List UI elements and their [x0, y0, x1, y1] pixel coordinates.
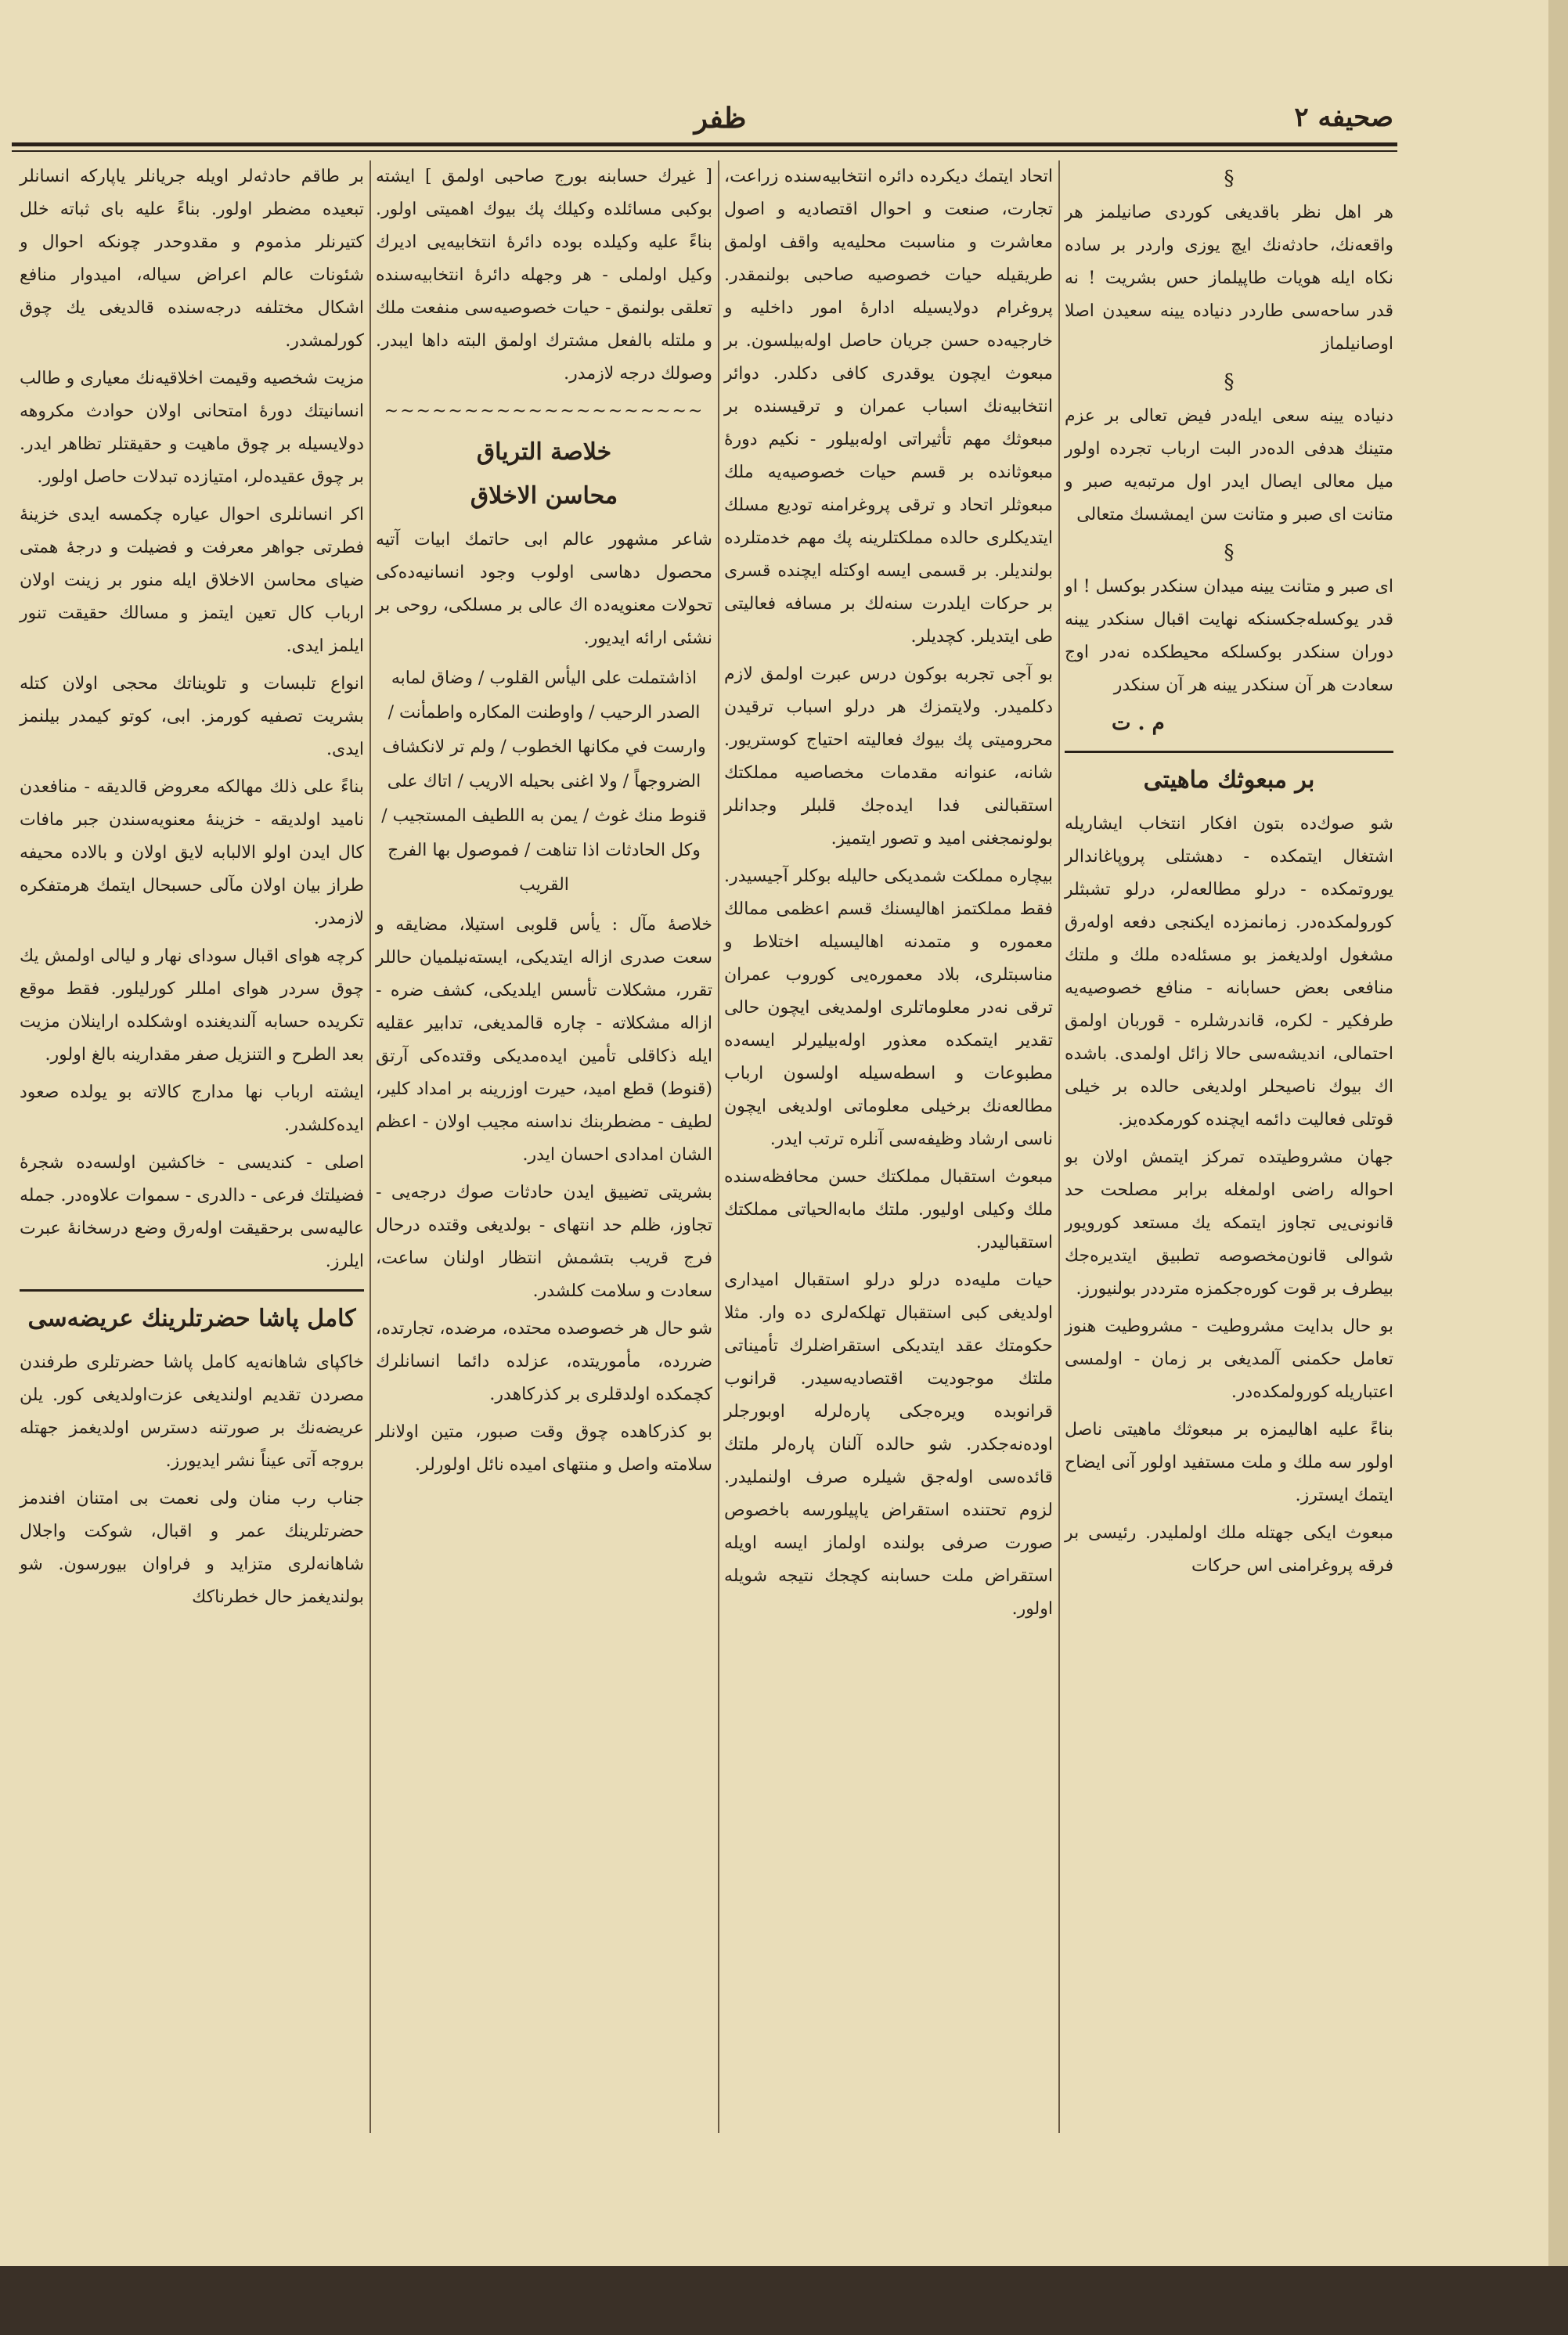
article-paragraph: بو آجی تجربه بوکون درس عبرت اولمق لازم دکلمیدر. ولایتمزك هر درلو اسباب ترقیدن محرومیتی پك بیوك فعالیته احتیاج کوستریور. شانه، عنوانه مقدمات مخصاصیه مملکتك استقبالنی فدا ایده‌جك قلبلر وجدانلر بولونمجغنی امید و تصور ایتمیز.: [724, 665, 1053, 849]
article-title: کامل پاشا حضرتلرینك عریضه‌سی: [27, 1305, 356, 1332]
article-paragraph: بناءً على ذلك مهالکه معروض قالدیقه - منافعدن نامید اولدیقه - خزینهٔ معنویه‌سندن جبر مافات کال ایدن اولو الالبابه لایق اولان و بالاده محیفه طراز بیان اولان مآلی حسبحال ایتمك هرمتفکره لازمدر.: [20, 777, 364, 928]
article-paragraph: شو حال هر خصوصده محتده، مرضده، تجارتده، ضررده، مأموریتده، عزلده دائما انسانلرك کچمکده اولدقلری بر کذرکاهدر.: [376, 1319, 712, 1404]
section-divider: [20, 1289, 364, 1292]
poem-stanza-1: هر اهل نظر باقدیغی کوردی صانیلمز هر واقعه‌نك، حادثه‌نك ایچ یوزی واردر بر ساده نکاه ایله هویات طاپیلماز حس بشریت ! نه قدر ساحه‌سی طاردر دنیاده یینه سعیدن اصلا اوصانیلماز: [1065, 203, 1393, 354]
article-paragraph: انواع تلبسات و تلویناتك محجی اولان کتله بشریت تصفیه کورمز. ابی، کوتو کیمدر بیلنمز ایدی.: [20, 674, 364, 759]
article-paragraph: خلاصهٔ مآل : یأس قلوبی استیلا، مضایقه و سعت صدری ازاله ایتدیکی، ایسته‌نیلمیان حاللر تقرر، مشکلات تأسس ایلدیکی، کشف ضره - ازاله مشکلاته - چاره قالمدیغی، تدابیر عقلیه ایله ذکاقلی تأمین ایده‌مدیکی وقتده‌کی آرتق (قنوط) قطع امید، حیرت اوزرینه بر امداد کلیر، لطیف - مضطربنك نداسنه مجیب اولان - اعظم الشان امدادی احسان ایدر.: [376, 915, 712, 1165]
poem-stanza-2: دنیاده یینه سعی ایله‌در فیض تعالی بر عزم متینك هدفی الده‌در البت ارباب تجرده اولور میل معالی ایصال ایدر اول مرتبه‌یه صبر و متانت ای صبر و متانت سن ایمشسك متعالی: [1065, 406, 1393, 524]
ornamental-rule: ~~~~~~~~~~~~~~~~~~~~: [384, 402, 705, 421]
section-subtitle: محاسن الاخلاق: [470, 482, 618, 510]
column-1: [1065, 160, 1393, 2141]
article-paragraph: بو کذرکاهده چوق وقت صبور، متین اولانلر سلامته واصل و منتهای امیده نائل اولورلر.: [376, 1422, 712, 1475]
arabic-poem: اذاشتملت على اليأس القلوب / وضاق لمابه الصدر الرحيب / واوطنت المكاره واطمأنت / وارست في مكانها الخطوب / ولم تر لانكشاف الضروجهاً / ولا اغنى بحيله الاريب / اتاك على قنوط منك غوث / يمن به اللطيف المستجيب / وكل الحادثات اذا تناهت / فموصول بها الفرج القريب: [381, 668, 707, 895]
column-4: [20, 160, 364, 2141]
article-paragraph: مزیت شخصیه وقیمت اخلاقیه‌نك معیاری و طالب انسانیتك دورهٔ امتحانی اولان حوادث مکروهه دولایسیله بر چوق ماهیت و حقیقتلر تظاهر ایدر. بر چوق عقیده‌لر، امتیازده تبدلات حاصل اولور.: [20, 369, 364, 487]
column-2: [724, 160, 1053, 2141]
page-number-label: صحیفه ۲: [1294, 102, 1393, 133]
article-paragraph: حیات ملیه‌ده درلو درلو استقبال امیداری اولدیغی کبی استقبال تهلکه‌لری ده وار. مثلا حکومتك عقد ایتدیکی استقراضلرك تأمیناتی ملتك موجودیت اقتصادیه‌سیدر. قرانوب قرانوبده ویره‌جکی پاره‌لرله اوبورجلر اوده‌نه‌جکدر. شو حالده آلنان پاره‌لر ملتك قائده‌سی اوله‌جق شیلره صرف اولنملیدر. لزوم تحتنده استقراض یاپیلورسه باخصوص صورت صرفی بولنده اولماز ایسه اویله استقراض ملت حسابنه کچجك نتیجه شویله اولور.: [724, 1270, 1053, 1619]
article-title: بر مبعوثك ماهیتی: [1143, 766, 1315, 794]
article-paragraph: بر طاقم حادثه‌لر اویله جریانلر یاپارکه انسانلر تبعیده مضطر اولور. بناءً علیه بای ثباته خلل کتیرنلر مذموم و مقدوحدر چونکه احوال و شئونات عالم اعراض سیاله، امیدوار منافع اشکال مختلفه درجه‌سنده قالدیغی یك چوق کورلمشدر.: [20, 167, 364, 351]
page-header: [16, 102, 1393, 141]
article-paragraph: بناءً علیه اهالیمزه بر مبعوثك ماهیتی ناصل اولور سه ملك و ملت مستفید اولور آنی ایضاح ایتمك ایسترز.: [1065, 1420, 1393, 1505]
article-paragraph: [ غیرك حسابنه بورج صاحبی اولمق ] ایشته بوکبی مسائلده وکیلك پك بیوك اهمیتی اولور. بناءً علیه وکیلده بوده دائرهٔ انتخابیه‌یی ادیرك وکیل اولملی - هر وجهله دائرهٔ انتخابیه‌سنده تعلقی بولنمق - حیات خصوصیه‌سی منفعت ملك و ملتله بالفعل مشترك اولمق البته داها ایبدر. وصولك درجه لازمدر.: [376, 167, 712, 384]
article-paragraph: کرچه هوای اقبال سودای نهار و لیالی اولمش یك چوق سردر هوای امللر کورلیلور. فقط موقع تکریده حسابه آلندیغنده اوشکلده اراینلان مزیت بعد الطرح و التنزیل صفر مقدارینه بالغ اولور.: [20, 946, 364, 1065]
article-paragraph: جناب رب منان ولی نعمت بی امتنان افندمز حضرتلرینك عمر و اقبال، شوکت واجلال شاهانه‌لری متزاید و فراوان بیورسون. شو بولندیغمز حال خطرناکك: [20, 1489, 364, 1607]
section-mark: §: [1224, 370, 1235, 394]
article-paragraph: ایشته ارباب نها مدارج کالاته بو یولده صعود ایده‌کلشدر.: [20, 1083, 364, 1135]
article-paragraph: بشریتی تضییق ایدن حادثات صوك درجه‌یی - تجاوز، ظلم حد انتهای - بولدیغی وقتده درحال فرج قریب بتشمش انتظار اولنان ساعت، سعادت و سلامت کلشدر.: [376, 1183, 712, 1301]
article-paragraph: اصلی - کندیسی - خاکشین اولسه‌ده شجرهٔ فضیلتك فرعی - دالدری - سموات علاوه‌در. جمله عالیه‌سی برحقیقت اوله‌رق وضع درسخانهٔ عبرت ایلرز.: [20, 1153, 364, 1271]
article-paragraph: جهان مشروطیتده تمرکز ایتمش اولان بو احواله راضی اولمغله برابر مصلحت حد قانونی‌یی تجاوز ایتمکه یك مستعد کورویور شوالی قانون‌مخصوصه تطبیق ایتدیره‌جك بیطرف بر قوت کوره‌جکمزه مترددر بولنیورز.: [1065, 1148, 1393, 1299]
section-divider: [1065, 751, 1393, 753]
article-paragraph: اتحاد ایتمك دیکرده دائره انتخابیه‌سنده زراعت، تجارت، صنعت و احوال اقتصادیه و اصول معاشرت و مناسبت محلیه‌یه واقف اولمق طریقیله حیات خصوصیه صاحبی بولنمقدر. پروغرام دولایسیله ادارهٔ امور داخلیه و خارجیه‌ده حسن جریان حاصل اوله‌بیلسون. بر مبعوث ایچون یوقدری کافی دکلدر. دوائر انتخابیه‌نك اسباب عمران و ترقیسنده بر مبعوثك مهم تأثیراتی اوله‌بیلور - نکیم دورهٔ مبعوثانده بر قسم حیات خصوصیه‌یه ملك مبعوثلر اتحاد و ترقی پروغرامنه توديع مسلك ایتدیکلری حالده مملکتلرینه پك مهم خدمتلرده بولندیلر. بر قسمی ایسه اوکتله ایچنده قسری بر حرکات ایلدرت سنه‌لك بر مسافه فعالیتی طی ایتدیلر. کچدیلر.: [724, 167, 1053, 647]
newspaper-title: ظفر: [694, 102, 747, 135]
section-title: خلاصة الترياق: [476, 438, 612, 466]
header-rule-thin: [12, 150, 1397, 152]
section-mark: §: [1224, 541, 1235, 564]
article-paragraph: اکر انسانلری احوال عیاره چکمسه ایدی خزینهٔ فطرتی جواهر معرفت و فضیلت و درجهٔ همتی ضیای محاسن الاخلاق ایله منور بر زینت اولان ارباب کال تعین ایتمز و مسالك حقیقت تنور ایلمز ایدی.: [20, 505, 364, 656]
page-edge: [1548, 0, 1568, 2335]
column-divider: [718, 160, 719, 2133]
column-divider: [369, 160, 371, 2133]
scan-bottom-edge: [0, 2266, 1568, 2335]
article-paragraph: شو صوك‌ده بتون افکار انتخاب ایشاریله اشتغال ایتمکده - دهشتلی پروپاغاندالر یوروتمکده - درلو مطالعه‌لر، درلو تشبثلر کورولمکده‌در. زمانمزده ایکنجی دفعه اوله‌رق مشغول اولدیغمز بو مسئله‌ده ملك و ملتك منافعی بعض حسابانه - منافع خصوصیه‌یه طرفکیر - لکره، قاندرشلره - قوربان اولمق احتمالی، اندیشه‌سی حالا زائل اولمدی. باشده اك بیوك ناصیحلر اولدیغی حالده بر خیلی قوتلی فعالیت دائمه ایچنده کورمکده‌یز.: [1065, 814, 1393, 1130]
article-paragraph: شاعر مشهور عالم ابی حاتمك ابيات آتیه محصول دهاسی اولوب وجود انسانیه‌ده‌کی تحولات معنویه‌ده اك عالی بر مسلکی، روحی بر نشئی ارائه ایدیور.: [376, 530, 712, 648]
article-paragraph: مبعوث ایکی جهتله ملك اولملیدر. رئیسی بر فرقه پروغرامنی اس حرکات: [1065, 1523, 1393, 1576]
column-3: [376, 160, 712, 2141]
article-intro: خاکپای شاهانه‌یه کامل پاشا حضرتلری طرفندن مصردن تقدیم اولندیغی عزت‌اولدیغی کور. یلن عریضه‌نك بر صورتنه دسترس اولدیغمز جهتله بروجه آتی عیناً نشر ایدیورز.: [20, 1353, 364, 1471]
article-paragraph: مبعوث استقبال مملکتك حسن محافظه‌سنده ملك وکیلی اولیور. ملتك مابه‌الحیاتی مملکتك استقبالیدر.: [724, 1167, 1053, 1252]
section-mark: §: [1224, 167, 1235, 190]
poem-stanza-3: ای صبر و متانت یینه میدان سنکدر بوکسل ! او قدر یوکسله‌جکسنکه نهایت اقبال سنکدر یینه دوران سنکدر بوکسلکه محیطکده نه‌در اوج سعادت هر آن سنکدر یینه هر آن سنکدر: [1065, 577, 1393, 695]
article-paragraph: بیچاره مملکت شمدیکی حالیله بوکلر آجیسیدر. فقط مملکتمز اهالیسنك قسم اعظمی ممالك معموره و متمدنه اهالیسیله اختلاط و مناسبتلری، بلاد معموره‌یی کوروب عمران ترقی نه‌در معلوماتلری اولمدیغی ایچون حالی تقدیر ایتمکده معذور اوله‌بیلیرلر ایسه‌ده مطبوعات و اسطه‌سیله اولسون ارباب مطالعه‌نك برخیلی معلوماتی اولدیغی ایچون ناسی ارشاد وظیفه‌سی آنلره ترتب ایدر.: [724, 867, 1053, 1149]
poem-signature: م . ت: [1112, 712, 1165, 735]
header-rule: [12, 142, 1397, 146]
column-divider: [1058, 160, 1060, 2133]
article-paragraph: بو حال بدایت مشروطیت - مشروطیت هنوز تعامل حکمنی آلمدیغی بر زمان - اولمسی اعتباریله کورولمکده‌در.: [1065, 1317, 1393, 1402]
